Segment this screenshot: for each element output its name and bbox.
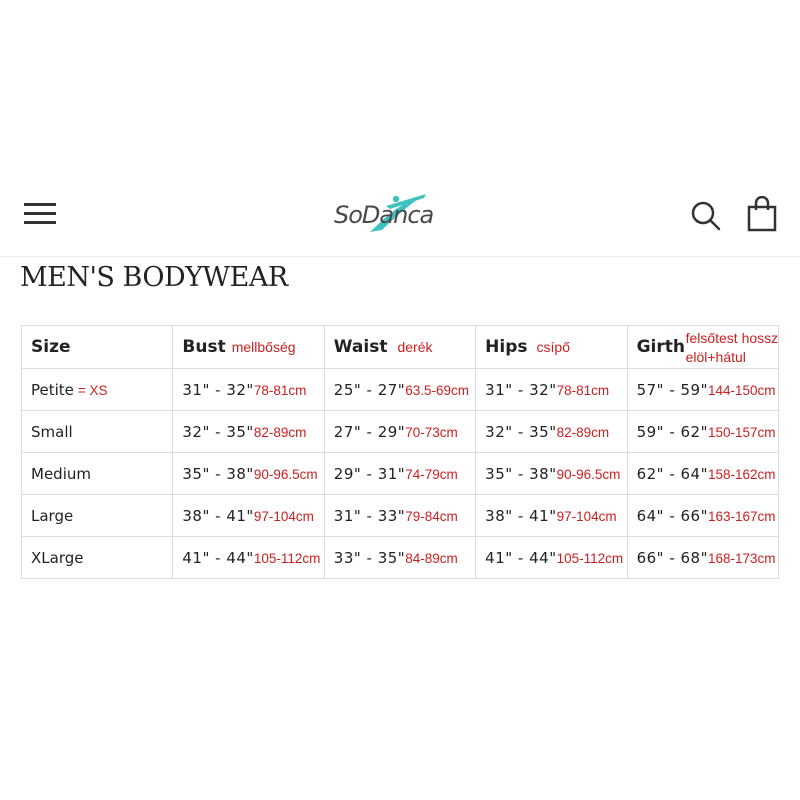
table-row [22, 411, 779, 453]
header-label: Hips [485, 337, 528, 357]
size-label: Large [31, 506, 74, 525]
size-annotation: = XS [77, 382, 108, 398]
cell-hips [476, 453, 627, 495]
inch-value: 64" - 66" [636, 506, 708, 525]
inch-value: 57" - 59" [636, 380, 708, 399]
header-annotation [686, 329, 779, 367]
sodanca-logo[interactable] [330, 190, 470, 240]
cm-annotation: 105-112cm [556, 550, 624, 566]
cm-annotation: 150-157cm [707, 424, 776, 440]
cell-waist [324, 453, 475, 495]
inch-value: 29" - 31" [333, 464, 406, 483]
cell-hips [476, 495, 627, 537]
cm-annotation: 79-84cm [405, 508, 458, 524]
header-waist [324, 326, 475, 369]
girth-annotation-line: elöl+hátul [685, 349, 746, 365]
cm-annotation: 90-96.5cm [253, 466, 318, 482]
cm-annotation: 70-73cm [405, 424, 458, 440]
logo-graphic [330, 190, 470, 240]
inch-value: 38" - 41" [485, 506, 557, 525]
cm-annotation: 97-104cm [253, 508, 314, 524]
cm-annotation: 78-81cm [253, 382, 307, 398]
cell-size [22, 411, 173, 453]
header-label: Girth [636, 337, 685, 357]
inch-value: 31" - 33" [333, 506, 406, 525]
header-annotation: derék [397, 339, 433, 355]
search-icon[interactable] [690, 200, 722, 232]
cm-annotation: 82-89cm [253, 424, 307, 440]
table-row [22, 453, 779, 495]
table-header-row [22, 326, 779, 369]
site-header [0, 170, 800, 257]
inch-value: 27" - 29" [333, 422, 406, 441]
inch-value: 25" - 27" [333, 380, 406, 399]
size-label: Petite [31, 380, 74, 399]
cm-annotation: 163-167cm [707, 508, 776, 524]
cell-waist [324, 411, 475, 453]
cell-size [22, 453, 173, 495]
cm-annotation: 105-112cm [253, 550, 321, 566]
size-label: XLarge [31, 548, 84, 567]
inch-value: 31" - 32" [182, 380, 254, 399]
size-label: Medium [31, 464, 91, 483]
inch-value: 38" - 41" [182, 506, 254, 525]
cell-hips [476, 411, 627, 453]
inch-value: 35" - 38" [182, 464, 254, 483]
cell-size [22, 495, 173, 537]
inch-value: 32" - 35" [485, 422, 557, 441]
header-size [22, 326, 173, 369]
cell-girth [627, 495, 778, 537]
cm-annotation: 78-81cm [556, 382, 610, 398]
header-hips [476, 326, 627, 369]
cm-annotation: 82-89cm [556, 424, 610, 440]
cell-hips [476, 537, 627, 579]
hamburger-menu-icon[interactable] [24, 200, 58, 226]
cm-annotation: 84-89cm [405, 550, 458, 566]
girth-annotation-line: felsőtest hossz [685, 330, 779, 346]
cell-bust [173, 453, 324, 495]
cell-girth [627, 453, 778, 495]
table-row [22, 495, 779, 537]
cell-bust [173, 411, 324, 453]
inch-value: 31" - 32" [485, 380, 557, 399]
cell-size [22, 369, 173, 411]
cell-size [22, 537, 173, 579]
inch-value: 33" - 35" [333, 548, 406, 567]
cell-bust [173, 495, 324, 537]
header-annotation: mellbőség [231, 339, 296, 355]
cell-bust [173, 369, 324, 411]
table-row [22, 369, 779, 411]
cm-annotation: 97-104cm [556, 508, 617, 524]
inch-value: 62" - 64" [636, 464, 708, 483]
inch-value: 35" - 38" [485, 464, 557, 483]
inch-value: 59" - 62" [636, 422, 708, 441]
inch-value: 41" - 44" [485, 548, 557, 567]
inch-value: 66" - 68" [636, 548, 708, 567]
cell-waist [324, 537, 475, 579]
header-bust [173, 326, 324, 369]
header-girth [627, 326, 778, 369]
cm-annotation: 168-173cm [707, 550, 776, 566]
cell-hips [476, 369, 627, 411]
header-label: Waist [333, 337, 388, 357]
table-row [22, 537, 779, 579]
size-label: Small [31, 422, 73, 441]
cell-bust [173, 537, 324, 579]
inch-value: 32" - 35" [182, 422, 254, 441]
inch-value: 41" - 44" [182, 548, 254, 567]
header-label: Size [31, 337, 71, 357]
logo-text: SoDanca [334, 201, 434, 229]
page-title: MEN'S BODYWEAR [20, 262, 288, 293]
header-annotation: csípő [536, 339, 570, 355]
header-label: Bust [182, 337, 226, 357]
cm-annotation: 63.5-69cm [405, 382, 469, 398]
cell-waist [324, 495, 475, 537]
cm-annotation: 90-96.5cm [556, 466, 621, 482]
cell-girth [627, 411, 778, 453]
cell-girth [627, 369, 778, 411]
size-chart-table [21, 325, 779, 579]
cell-girth [627, 537, 778, 579]
cm-annotation: 74-79cm [405, 466, 458, 482]
shopping-bag-icon[interactable] [746, 196, 778, 232]
cm-annotation: 144-150cm [707, 382, 776, 398]
cell-waist [324, 369, 475, 411]
cm-annotation: 158-162cm [707, 466, 776, 482]
